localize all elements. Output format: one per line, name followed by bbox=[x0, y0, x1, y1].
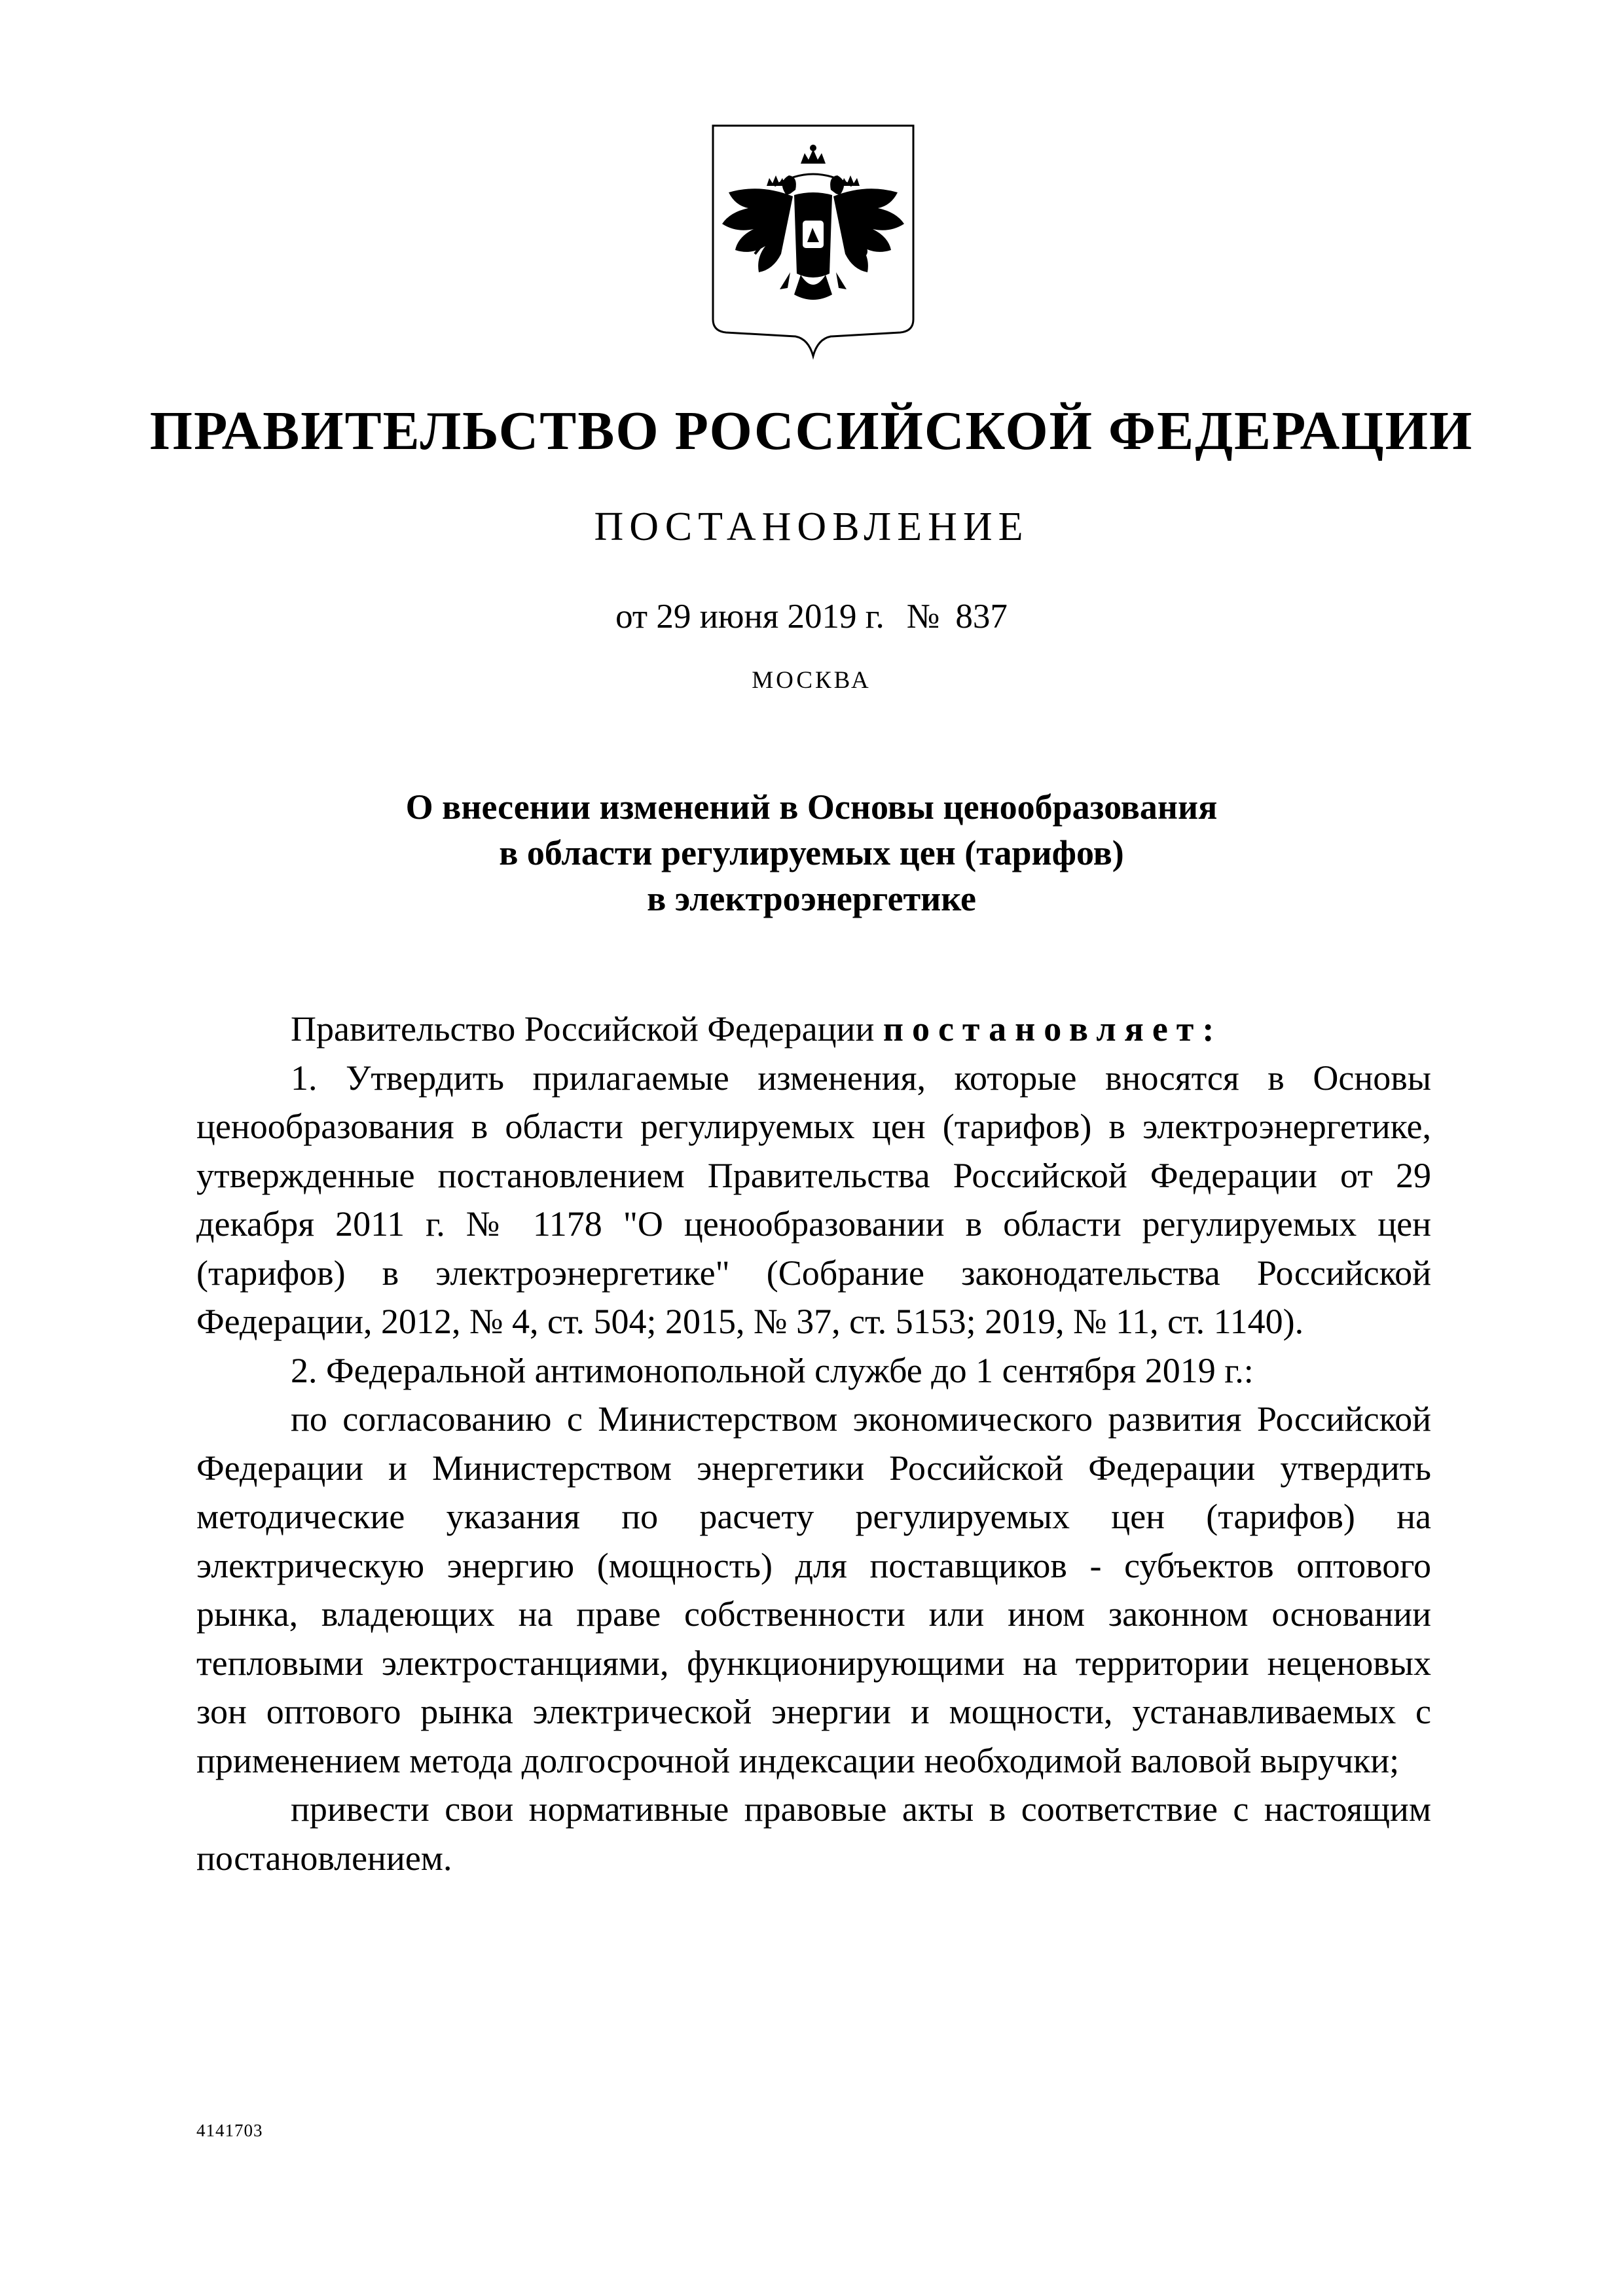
preamble-text: Правительство Российской Федерации bbox=[291, 1009, 883, 1049]
document-title-line: в электроэнергетике bbox=[647, 879, 976, 918]
date-number-line bbox=[0, 597, 1623, 636]
document-body bbox=[196, 1005, 1431, 1882]
document-code: 4141703 bbox=[196, 2121, 263, 2140]
coat-of-arms-icon bbox=[709, 123, 917, 360]
paragraph: 1. Утвердить прилагаемые изменения, которые вносятся в Основы ценообразования в области регулируемых цен (тарифов) в электроэнергетике, утвержденные постановлением Правительства Российской Федерации от 29 декабря 2011 г. № 1178 "О ценообразовании в области регулируемых цен (тарифов) в электроэнергетике" (Собрание законодательства Российской Федерации, 2012, № 4, ст. 504; 2015, № 37, ст. 5153; 2019, № 11, ст. 1140). bbox=[196, 1058, 1431, 1341]
paragraph: привести свои нормативные правовые акты в соответствие с настоящим постановлением. bbox=[196, 1789, 1431, 1878]
preamble bbox=[196, 1005, 1431, 1054]
paragraph: по согласованию с Министерством экономического развития Российской Федерации и Министерством энергетики Российской Федерации утвердить методические указания по расчету регулируемых цен (тарифов) на электрическую энергию (мощность) для поставщиков - субъектов оптового рынка, владеющих на праве собственности или ином законном основании тепловыми электростанциями, функционирующими на территории неценовых зон оптового рынка электрической энергии и мощности, устанавливаемых с применением метода долгосрочной индексации необходимой валовой выручки; bbox=[196, 1399, 1431, 1780]
paragraph: 2. Федеральной антимонопольной службе до 1 сентября 2019 г.: bbox=[291, 1350, 1254, 1390]
document-number: 837 bbox=[955, 598, 1008, 636]
organization-title: ПРАВИТЕЛЬСТВО РОССИЙСКОЙ ФЕДЕРАЦИИ bbox=[149, 401, 1474, 461]
city: МОСКВА bbox=[752, 667, 871, 694]
document-date: от 29 июня 2019 г. bbox=[615, 598, 884, 636]
document-title-line: в области регулируемых цен (тарифов) bbox=[499, 833, 1124, 872]
decree-word: постановляет: bbox=[883, 1009, 1223, 1049]
document-type: ПОСТАНОВЛЕНИЕ bbox=[594, 505, 1029, 549]
number-sign: № bbox=[906, 598, 940, 636]
document-title-line: О внесении изменений в Основы ценообразования bbox=[405, 787, 1218, 827]
document-title bbox=[0, 784, 1623, 922]
